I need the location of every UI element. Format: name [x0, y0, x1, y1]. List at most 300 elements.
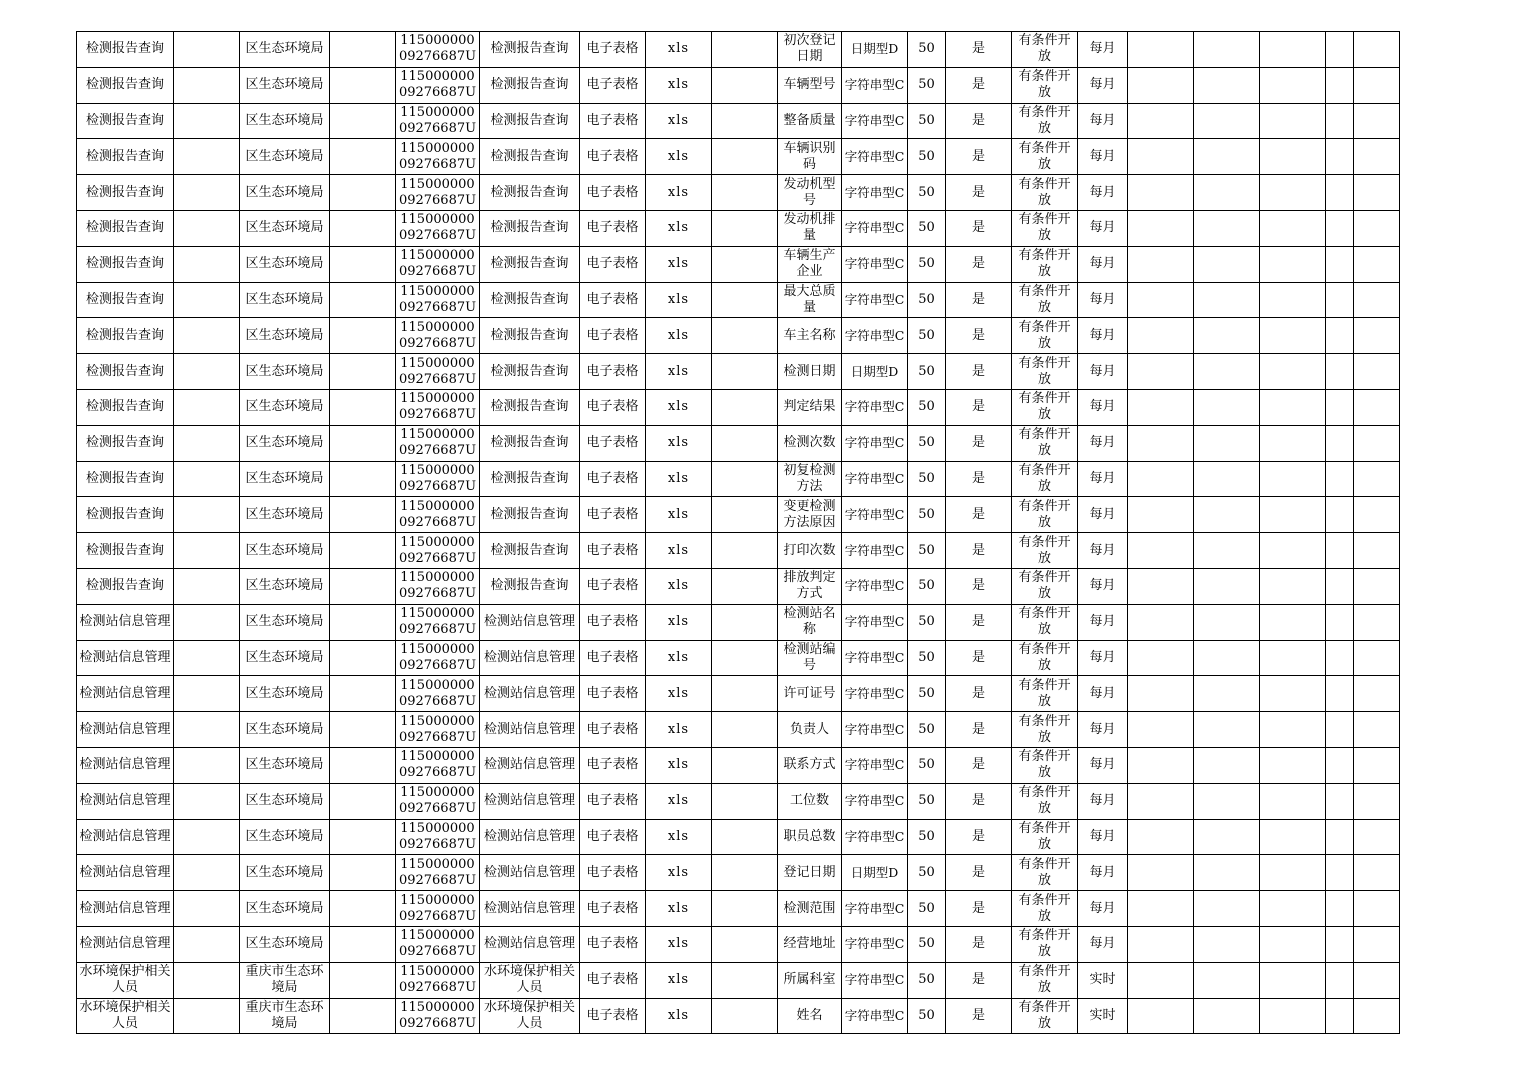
resource-name-cell: 检测站信息管理 [480, 712, 580, 748]
credit-code-cell: 11500000009276687U [396, 676, 480, 712]
provider-department-cell: 区生态环境局 [240, 67, 330, 103]
empty-cell [712, 640, 778, 676]
format-cell: 电子表格 [580, 389, 646, 425]
table-row [77, 246, 1400, 282]
empty-cell [1354, 998, 1400, 1034]
field-type-cell: 字符串型C [842, 318, 908, 354]
empty-cell [330, 998, 396, 1034]
empty-cell [712, 67, 778, 103]
empty-cell [330, 819, 396, 855]
open-condition-cell: 有条件开放 [1012, 962, 1078, 998]
required-cell: 是 [946, 139, 1012, 175]
empty-cell [330, 640, 396, 676]
provider-department-cell: 区生态环境局 [240, 783, 330, 819]
empty-cell [1128, 425, 1194, 461]
empty-cell [174, 246, 240, 282]
provider-department-cell: 区生态环境局 [240, 32, 330, 68]
empty-cell [712, 425, 778, 461]
empty-cell [1326, 67, 1354, 103]
field-name-cell: 负责人 [778, 712, 842, 748]
required-cell: 是 [946, 891, 1012, 927]
field-name-cell: 所属科室 [778, 962, 842, 998]
update-frequency-cell: 每月 [1078, 497, 1128, 533]
format-cell: 电子表格 [580, 282, 646, 318]
format-cell: 电子表格 [580, 819, 646, 855]
empty-cell [1354, 497, 1400, 533]
file-type-cell: xls [646, 210, 712, 246]
required-cell: 是 [946, 712, 1012, 748]
field-type-cell: 字符串型C [842, 783, 908, 819]
empty-cell [1354, 712, 1400, 748]
field-length-cell: 50 [908, 926, 946, 962]
empty-cell [330, 67, 396, 103]
update-frequency-cell: 每月 [1078, 389, 1128, 425]
empty-cell [1354, 676, 1400, 712]
open-condition-cell: 有条件开放 [1012, 891, 1078, 927]
field-length-cell: 50 [908, 533, 946, 569]
empty-cell [174, 533, 240, 569]
empty-cell [1194, 712, 1260, 748]
open-condition-cell: 有条件开放 [1012, 139, 1078, 175]
file-type-cell: xls [646, 103, 712, 139]
required-cell: 是 [946, 533, 1012, 569]
file-type-cell: xls [646, 855, 712, 891]
field-name-cell: 登记日期 [778, 855, 842, 891]
field-length-cell: 50 [908, 676, 946, 712]
dataset-name-cell: 检测报告查询 [77, 67, 174, 103]
credit-code-cell: 11500000009276687U [396, 855, 480, 891]
empty-cell [1194, 891, 1260, 927]
empty-cell [1326, 783, 1354, 819]
empty-cell [712, 676, 778, 712]
credit-code-cell: 11500000009276687U [396, 246, 480, 282]
resource-name-cell: 检测报告查询 [480, 533, 580, 569]
field-length-cell: 50 [908, 783, 946, 819]
empty-cell [712, 210, 778, 246]
open-condition-cell: 有条件开放 [1012, 425, 1078, 461]
empty-cell [1354, 640, 1400, 676]
format-cell: 电子表格 [580, 32, 646, 68]
empty-cell [330, 103, 396, 139]
empty-cell [330, 210, 396, 246]
format-cell: 电子表格 [580, 533, 646, 569]
format-cell: 电子表格 [580, 568, 646, 604]
empty-cell [1128, 676, 1194, 712]
field-name-cell: 姓名 [778, 998, 842, 1034]
empty-cell [1260, 67, 1326, 103]
field-name-cell: 整备质量 [778, 103, 842, 139]
field-length-cell: 50 [908, 747, 946, 783]
empty-cell [330, 175, 396, 211]
empty-cell [1260, 282, 1326, 318]
field-type-cell: 字符串型C [842, 568, 908, 604]
field-name-cell: 车主名称 [778, 318, 842, 354]
empty-cell [1128, 783, 1194, 819]
field-type-cell: 字符串型C [842, 962, 908, 998]
empty-cell [1326, 855, 1354, 891]
credit-code-cell: 11500000009276687U [396, 67, 480, 103]
open-condition-cell: 有条件开放 [1012, 819, 1078, 855]
field-type-cell: 字符串型C [842, 139, 908, 175]
empty-cell [330, 425, 396, 461]
empty-cell [174, 712, 240, 748]
empty-cell [1194, 282, 1260, 318]
format-cell: 电子表格 [580, 962, 646, 998]
field-name-cell: 检测站名称 [778, 604, 842, 640]
empty-cell [330, 568, 396, 604]
field-length-cell: 50 [908, 32, 946, 68]
provider-department-cell: 重庆市生态环境局 [240, 962, 330, 998]
update-frequency-cell: 每月 [1078, 354, 1128, 390]
credit-code-cell: 11500000009276687U [396, 354, 480, 390]
empty-cell [1354, 783, 1400, 819]
empty-cell [174, 282, 240, 318]
field-name-cell: 检测站编号 [778, 640, 842, 676]
field-name-cell: 变更检测方法原因 [778, 497, 842, 533]
field-length-cell: 50 [908, 425, 946, 461]
credit-code-cell: 11500000009276687U [396, 926, 480, 962]
file-type-cell: xls [646, 389, 712, 425]
field-length-cell: 50 [908, 318, 946, 354]
format-cell: 电子表格 [580, 855, 646, 891]
empty-cell [1260, 210, 1326, 246]
open-condition-cell: 有条件开放 [1012, 747, 1078, 783]
empty-cell [1194, 139, 1260, 175]
credit-code-cell: 11500000009276687U [396, 175, 480, 211]
credit-code-cell: 11500000009276687U [396, 461, 480, 497]
field-length-cell: 50 [908, 103, 946, 139]
credit-code-cell: 11500000009276687U [396, 747, 480, 783]
table-row [77, 783, 1400, 819]
empty-cell [1128, 891, 1194, 927]
required-cell: 是 [946, 246, 1012, 282]
resource-name-cell: 检测报告查询 [480, 497, 580, 533]
field-type-cell: 字符串型C [842, 891, 908, 927]
empty-cell [1354, 354, 1400, 390]
open-condition-cell: 有条件开放 [1012, 461, 1078, 497]
file-type-cell: xls [646, 926, 712, 962]
empty-cell [712, 246, 778, 282]
open-condition-cell: 有条件开放 [1012, 103, 1078, 139]
empty-cell [1354, 32, 1400, 68]
field-name-cell: 判定结果 [778, 389, 842, 425]
required-cell: 是 [946, 354, 1012, 390]
resource-name-cell: 检测报告查询 [480, 389, 580, 425]
empty-cell [174, 640, 240, 676]
table-row [77, 175, 1400, 211]
table-row [77, 855, 1400, 891]
empty-cell [174, 855, 240, 891]
empty-cell [1326, 175, 1354, 211]
credit-code-cell: 11500000009276687U [396, 783, 480, 819]
open-condition-cell: 有条件开放 [1012, 604, 1078, 640]
update-frequency-cell: 每月 [1078, 103, 1128, 139]
field-length-cell: 50 [908, 497, 946, 533]
dataset-name-cell: 检测站信息管理 [77, 926, 174, 962]
empty-cell [330, 389, 396, 425]
format-cell: 电子表格 [580, 210, 646, 246]
empty-cell [712, 568, 778, 604]
dataset-name-cell: 检测报告查询 [77, 497, 174, 533]
credit-code-cell: 11500000009276687U [396, 604, 480, 640]
empty-cell [1260, 998, 1326, 1034]
update-frequency-cell: 每月 [1078, 855, 1128, 891]
empty-cell [1128, 389, 1194, 425]
empty-cell [1354, 926, 1400, 962]
empty-cell [1260, 891, 1326, 927]
empty-cell [1260, 139, 1326, 175]
empty-cell [1326, 604, 1354, 640]
empty-cell [1128, 282, 1194, 318]
field-name-cell: 排放判定方式 [778, 568, 842, 604]
empty-cell [1354, 210, 1400, 246]
file-type-cell: xls [646, 175, 712, 211]
credit-code-cell: 11500000009276687U [396, 32, 480, 68]
empty-cell [1260, 926, 1326, 962]
format-cell: 电子表格 [580, 425, 646, 461]
empty-cell [1128, 175, 1194, 211]
format-cell: 电子表格 [580, 712, 646, 748]
credit-code-cell: 11500000009276687U [396, 389, 480, 425]
required-cell: 是 [946, 676, 1012, 712]
table-row [77, 318, 1400, 354]
resource-name-cell: 检测报告查询 [480, 425, 580, 461]
update-frequency-cell: 每月 [1078, 425, 1128, 461]
table-row [77, 103, 1400, 139]
empty-cell [1260, 389, 1326, 425]
table-row [77, 747, 1400, 783]
field-type-cell: 字符串型C [842, 103, 908, 139]
file-type-cell: xls [646, 998, 712, 1034]
field-length-cell: 50 [908, 604, 946, 640]
open-condition-cell: 有条件开放 [1012, 210, 1078, 246]
empty-cell [712, 389, 778, 425]
empty-cell [1260, 604, 1326, 640]
data-catalog-table [76, 31, 1400, 1034]
file-type-cell: xls [646, 819, 712, 855]
field-name-cell: 工位数 [778, 783, 842, 819]
table-row [77, 461, 1400, 497]
resource-name-cell: 检测站信息管理 [480, 747, 580, 783]
empty-cell [330, 497, 396, 533]
field-length-cell: 50 [908, 461, 946, 497]
file-type-cell: xls [646, 712, 712, 748]
field-type-cell: 字符串型C [842, 282, 908, 318]
resource-name-cell: 检测报告查询 [480, 354, 580, 390]
table-row [77, 389, 1400, 425]
open-condition-cell: 有条件开放 [1012, 568, 1078, 604]
update-frequency-cell: 每月 [1078, 783, 1128, 819]
provider-department-cell: 区生态环境局 [240, 210, 330, 246]
empty-cell [1128, 604, 1194, 640]
format-cell: 电子表格 [580, 640, 646, 676]
field-name-cell: 车辆识别码 [778, 139, 842, 175]
field-length-cell: 50 [908, 855, 946, 891]
file-type-cell: xls [646, 461, 712, 497]
update-frequency-cell: 每月 [1078, 819, 1128, 855]
required-cell: 是 [946, 998, 1012, 1034]
update-frequency-cell: 实时 [1078, 962, 1128, 998]
empty-cell [1354, 282, 1400, 318]
open-condition-cell: 有条件开放 [1012, 67, 1078, 103]
update-frequency-cell: 每月 [1078, 67, 1128, 103]
empty-cell [1354, 139, 1400, 175]
empty-cell [174, 67, 240, 103]
dataset-name-cell: 检测报告查询 [77, 533, 174, 569]
open-condition-cell: 有条件开放 [1012, 676, 1078, 712]
field-type-cell: 字符串型C [842, 461, 908, 497]
empty-cell [712, 998, 778, 1034]
field-type-cell: 字符串型C [842, 926, 908, 962]
provider-department-cell: 区生态环境局 [240, 568, 330, 604]
empty-cell [330, 747, 396, 783]
provider-department-cell: 区生态环境局 [240, 747, 330, 783]
field-name-cell: 车辆生产企业 [778, 246, 842, 282]
credit-code-cell: 11500000009276687U [396, 282, 480, 318]
provider-department-cell: 区生态环境局 [240, 712, 330, 748]
empty-cell [712, 747, 778, 783]
empty-cell [330, 855, 396, 891]
empty-cell [1326, 712, 1354, 748]
resource-name-cell: 检测站信息管理 [480, 604, 580, 640]
empty-cell [1326, 354, 1354, 390]
provider-department-cell: 区生态环境局 [240, 461, 330, 497]
empty-cell [1354, 533, 1400, 569]
provider-department-cell: 重庆市生态环境局 [240, 998, 330, 1034]
provider-department-cell: 区生态环境局 [240, 676, 330, 712]
dataset-name-cell: 检测报告查询 [77, 103, 174, 139]
field-name-cell: 最大总质量 [778, 282, 842, 318]
dataset-name-cell: 检测报告查询 [77, 246, 174, 282]
table-row [77, 604, 1400, 640]
field-type-cell: 字符串型C [842, 497, 908, 533]
file-type-cell: xls [646, 604, 712, 640]
credit-code-cell: 11500000009276687U [396, 425, 480, 461]
empty-cell [1326, 998, 1354, 1034]
empty-cell [1194, 855, 1260, 891]
empty-cell [1194, 461, 1260, 497]
empty-cell [1260, 461, 1326, 497]
empty-cell [712, 926, 778, 962]
empty-cell [712, 604, 778, 640]
provider-department-cell: 区生态环境局 [240, 604, 330, 640]
empty-cell [174, 962, 240, 998]
field-name-cell: 初复检测方法 [778, 461, 842, 497]
update-frequency-cell: 每月 [1078, 568, 1128, 604]
empty-cell [1326, 533, 1354, 569]
dataset-name-cell: 检测站信息管理 [77, 891, 174, 927]
provider-department-cell: 区生态环境局 [240, 533, 330, 569]
empty-cell [1128, 926, 1194, 962]
empty-cell [174, 32, 240, 68]
file-type-cell: xls [646, 533, 712, 569]
update-frequency-cell: 每月 [1078, 318, 1128, 354]
file-type-cell: xls [646, 747, 712, 783]
empty-cell [1260, 962, 1326, 998]
empty-cell [712, 175, 778, 211]
open-condition-cell: 有条件开放 [1012, 783, 1078, 819]
empty-cell [1128, 712, 1194, 748]
empty-cell [1326, 425, 1354, 461]
field-name-cell: 检测次数 [778, 425, 842, 461]
empty-cell [174, 175, 240, 211]
empty-cell [1128, 318, 1194, 354]
table-row [77, 998, 1400, 1034]
field-length-cell: 50 [908, 139, 946, 175]
field-length-cell: 50 [908, 998, 946, 1034]
field-length-cell: 50 [908, 962, 946, 998]
file-type-cell: xls [646, 67, 712, 103]
field-type-cell: 字符串型C [842, 676, 908, 712]
table-row [77, 354, 1400, 390]
provider-department-cell: 区生态环境局 [240, 139, 330, 175]
dataset-name-cell: 检测报告查询 [77, 210, 174, 246]
field-type-cell: 字符串型C [842, 819, 908, 855]
empty-cell [330, 533, 396, 569]
file-type-cell: xls [646, 354, 712, 390]
empty-cell [1354, 891, 1400, 927]
dataset-name-cell: 水环境保护相关人员 [77, 998, 174, 1034]
empty-cell [1260, 747, 1326, 783]
provider-department-cell: 区生态环境局 [240, 819, 330, 855]
required-cell: 是 [946, 425, 1012, 461]
dataset-name-cell: 检测报告查询 [77, 282, 174, 318]
table-row [77, 712, 1400, 748]
empty-cell [1326, 282, 1354, 318]
empty-cell [712, 783, 778, 819]
empty-cell [174, 891, 240, 927]
empty-cell [174, 926, 240, 962]
dataset-name-cell: 检测报告查询 [77, 139, 174, 175]
empty-cell [1194, 533, 1260, 569]
resource-name-cell: 检测报告查询 [480, 318, 580, 354]
empty-cell [1194, 67, 1260, 103]
empty-cell [1194, 103, 1260, 139]
field-length-cell: 50 [908, 389, 946, 425]
provider-department-cell: 区生态环境局 [240, 318, 330, 354]
format-cell: 电子表格 [580, 67, 646, 103]
empty-cell [1194, 926, 1260, 962]
credit-code-cell: 11500000009276687U [396, 139, 480, 175]
empty-cell [1128, 497, 1194, 533]
empty-cell [1194, 389, 1260, 425]
required-cell: 是 [946, 640, 1012, 676]
format-cell: 电子表格 [580, 103, 646, 139]
open-condition-cell: 有条件开放 [1012, 855, 1078, 891]
file-type-cell: xls [646, 282, 712, 318]
empty-cell [330, 891, 396, 927]
empty-cell [1260, 568, 1326, 604]
field-type-cell: 日期型D [842, 32, 908, 68]
empty-cell [1260, 175, 1326, 211]
empty-cell [712, 32, 778, 68]
update-frequency-cell: 每月 [1078, 712, 1128, 748]
empty-cell [712, 712, 778, 748]
format-cell: 电子表格 [580, 175, 646, 211]
empty-cell [1194, 783, 1260, 819]
required-cell: 是 [946, 497, 1012, 533]
empty-cell [330, 926, 396, 962]
provider-department-cell: 区生态环境局 [240, 891, 330, 927]
provider-department-cell: 区生态环境局 [240, 246, 330, 282]
empty-cell [1354, 103, 1400, 139]
empty-cell [1194, 819, 1260, 855]
field-length-cell: 50 [908, 210, 946, 246]
field-name-cell: 许可证号 [778, 676, 842, 712]
empty-cell [1354, 425, 1400, 461]
empty-cell [174, 604, 240, 640]
empty-cell [174, 568, 240, 604]
